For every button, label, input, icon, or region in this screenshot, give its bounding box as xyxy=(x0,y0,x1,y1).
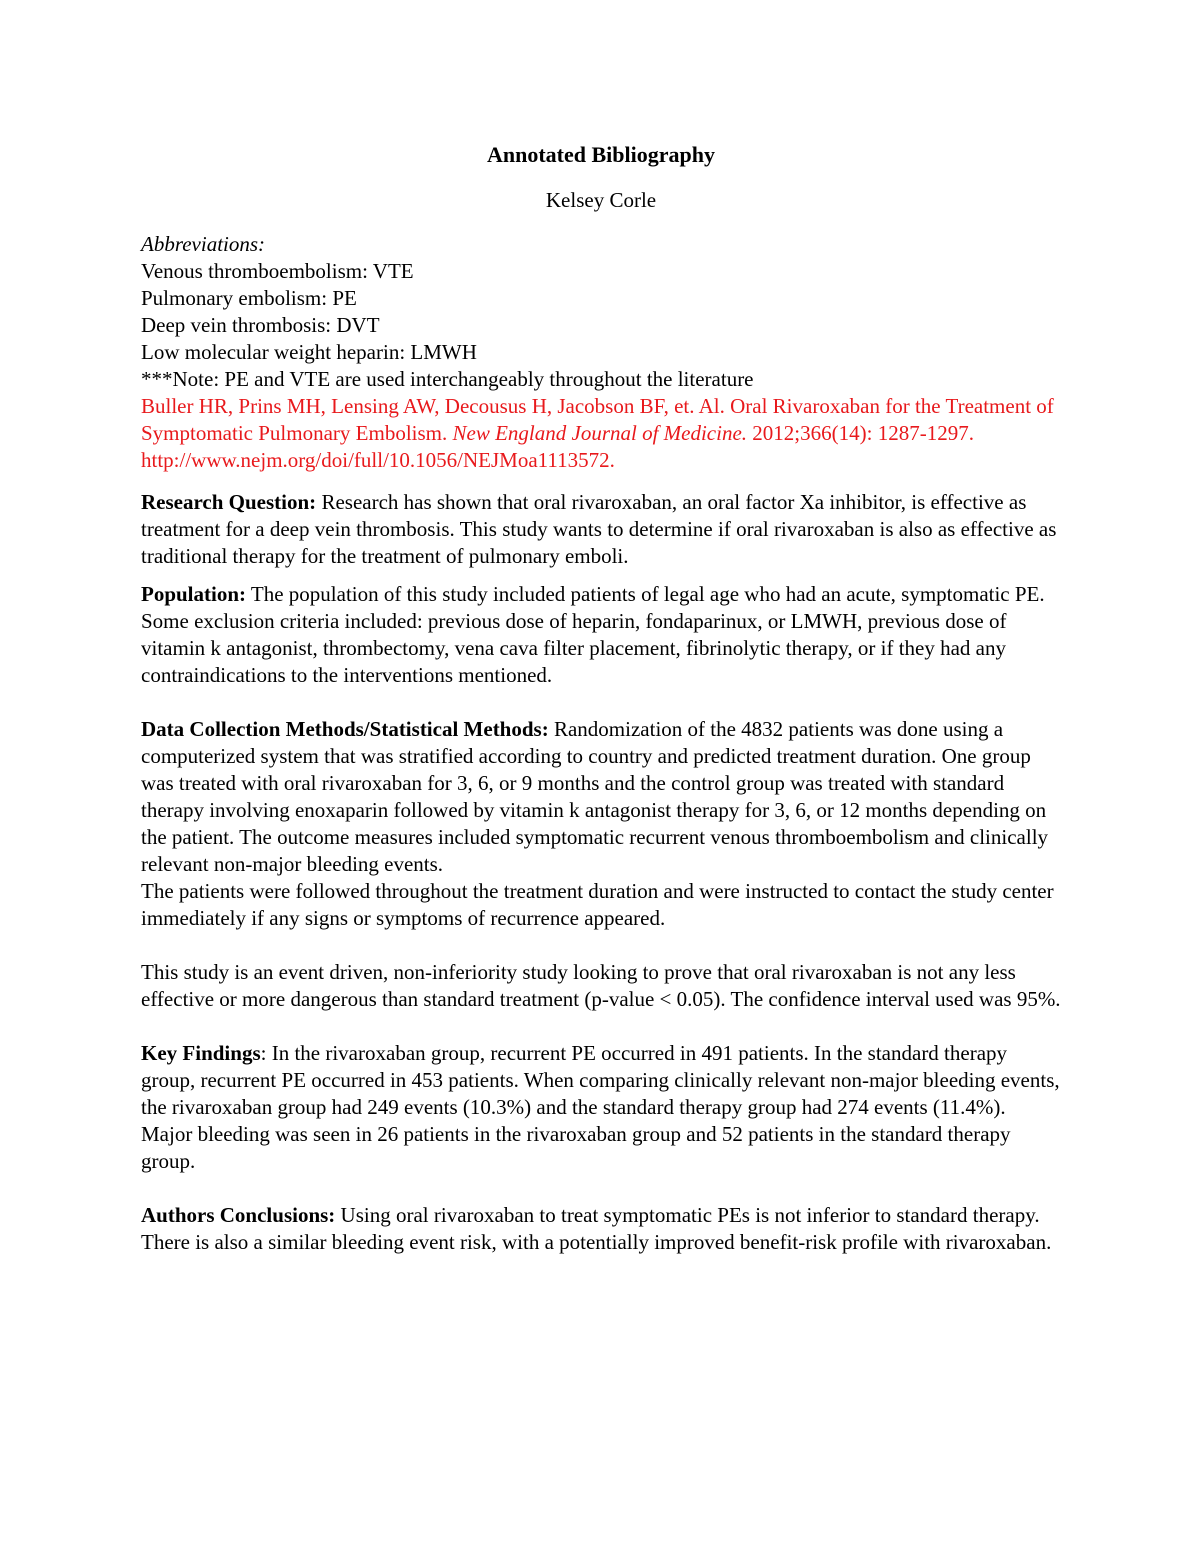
key-findings-section xyxy=(141,1040,1061,1175)
conclusions-section xyxy=(141,1202,1061,1256)
abbreviation-item: Venous thromboembolism: VTE xyxy=(141,259,414,283)
abbreviations-heading: Abbreviations: xyxy=(141,232,266,256)
page-title: Annotated Bibliography xyxy=(487,142,715,167)
key-findings-label: Key Findings xyxy=(141,1041,261,1065)
data-collection-followup-text: The patients were followed throughout the treatment duration and were instructed to contact the study center immediately if any signs or symptoms of recurrence appeared. xyxy=(141,879,1054,930)
citation-details: 2012;366(14): 1287-1297. http://www.nejm.org/doi/full/10.1056/NEJMoa1113572. xyxy=(141,421,974,472)
abbreviation-item: Deep vein thrombosis: DVT xyxy=(141,313,380,337)
author-name: Kelsey Corle xyxy=(545,188,657,212)
citation-authors-title: Buller HR, Prins MH, Lensing AW, Decousus H, Jacobson BF, et. Al. Oral Rivaroxaban for the Treatment of Symptomatic Pulmonary Embolism. xyxy=(141,394,1054,445)
citation-journal: New England Journal of Medicine. xyxy=(452,421,748,445)
abbreviation-note: ***Note: PE and VTE are used interchangeably throughout the literature xyxy=(141,367,754,391)
research-question-section xyxy=(141,489,1061,570)
abbreviation-item: Low molecular weight heparin: LMWH xyxy=(141,340,477,364)
abbreviation-item: Pulmonary embolism: PE xyxy=(141,286,357,310)
research-question-text: Research has shown that oral rivaroxaban, an oral factor Xa inhibitor, is effective as treatment for a deep vein thrombosis. This study wants to determine if oral rivaroxaban is also as effective as traditional therapy for the treatment of pulmonary emboli. xyxy=(141,490,1057,568)
abbreviations-list xyxy=(141,231,1061,393)
data-collection-section xyxy=(141,716,1061,932)
research-question-label: Research Question: xyxy=(141,490,317,514)
data-collection-label: Data Collection Methods/Statistical Methods: xyxy=(141,717,549,741)
population-section xyxy=(141,581,1061,689)
population-label: Population: xyxy=(141,582,247,606)
key-findings-text: : In the rivaroxaban group, recurrent PE occurred in 491 patients. In the standard therapy group, recurrent PE occurred in 453 patients. When comparing clinically relevant non-major bleeding events, the rivaroxaban group had 249 events (10.3%) and the standard therapy group had 274 events (11.4%). Major bleeding was seen in 26 patients in the rivaroxaban group and 52 patients in the standard therapy group. xyxy=(141,1041,1060,1173)
conclusions-text: Using oral rivaroxaban to treat symptomatic PEs is not inferior to standard therapy. There is also a similar bleeding event risk, with a potentially improved benefit-risk profile with rivaroxaban. xyxy=(141,1203,1052,1254)
population-text: The population of this study included patients of legal age who had an acute, symptomatic PE. Some exclusion criteria included: previous dose of heparin, fondaparinux, or LMWH, previous dose of vitamin k antagonist, thrombectomy, vena cava filter placement, fibrinolytic therapy, or if they had any contraindications to the interventions mentioned. xyxy=(141,582,1045,687)
document-page xyxy=(141,140,1061,1256)
data-collection-text: Randomization of the 4832 patients was done using a computerized system that was stratified according to country and predicted treatment duration. One group was treated with oral rivaroxaban for 3, 6, or 9 months and the control group was treated with standard therapy involving enoxaparin followed by vitamin k antagonist therapy for 3, 6, or 12 months depending on the patient. The outcome measures included symptomatic recurrent venous thromboembolism and clinically relevant non-major bleeding events. xyxy=(141,717,1049,876)
citation xyxy=(141,393,1061,474)
study-design-section: This study is an event driven, non-inferiority study looking to prove that oral rivaroxaban is not any less effective or more dangerous than standard treatment (p-value < 0.05). The confidence interval used was 95%. xyxy=(141,960,1061,1011)
conclusions-label: Authors Conclusions: xyxy=(141,1203,336,1227)
